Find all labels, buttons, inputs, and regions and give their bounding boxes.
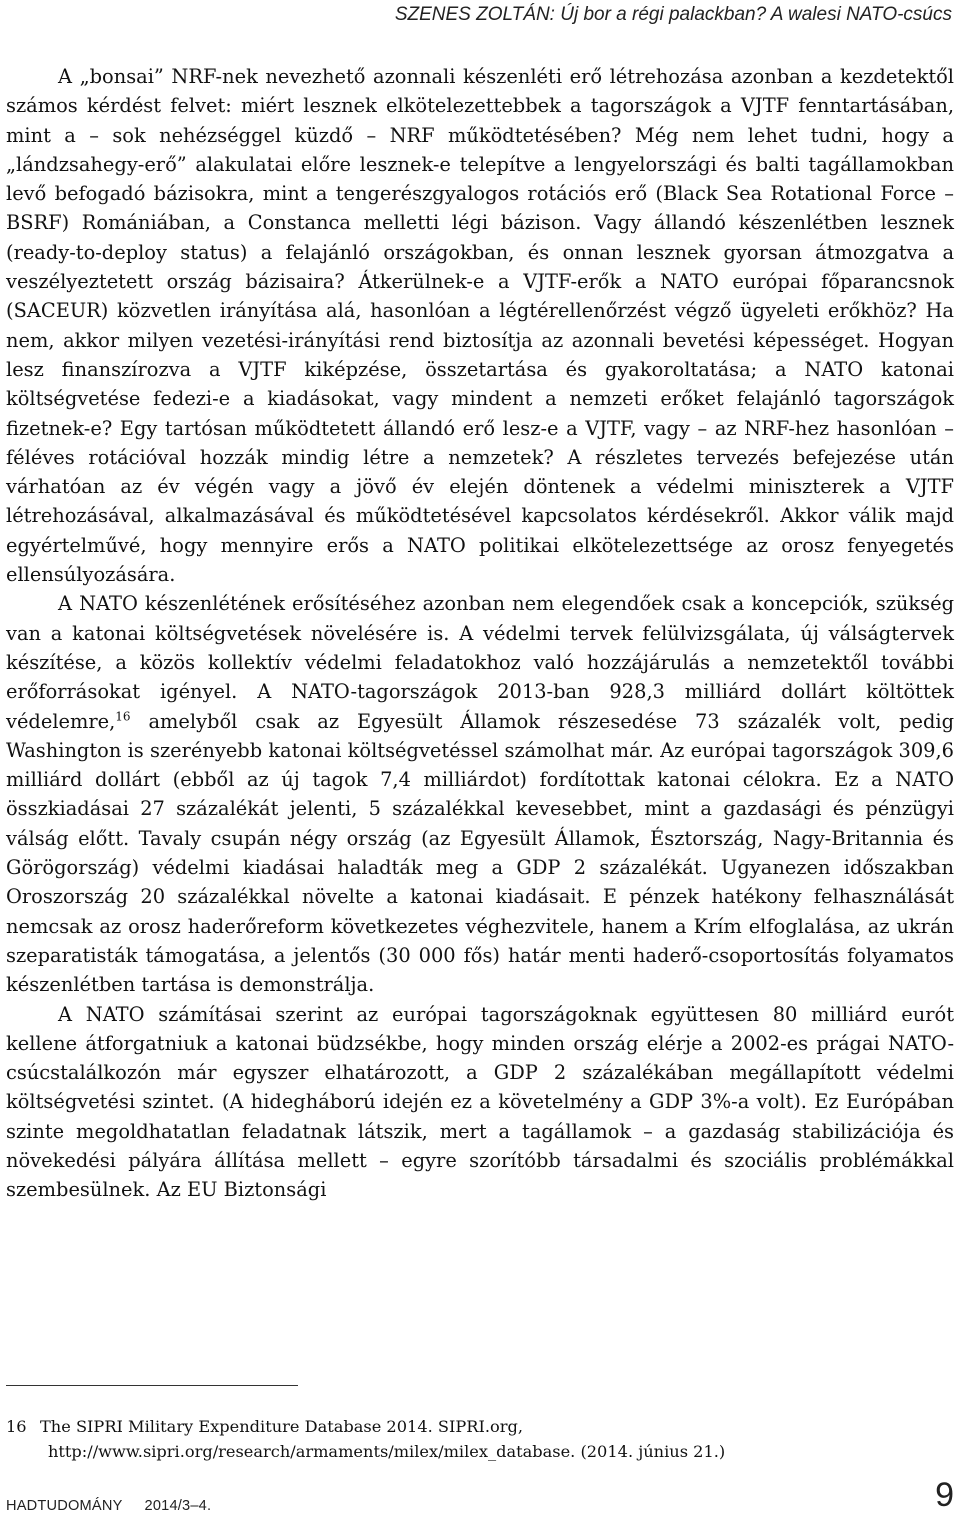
paragraph-1: A „bonsai” NRF-nek nevezhető azonnali készenléti erő létrehozása azonban a kezdetektől számos kérdést felvet: miért lesznek elkötelezettebbek a tagországok a VJTF fenntartásában, mint a – sok nehézséggel küzdő – NRF működtetésében? Még nem lehet tudni, hogy a „lándzsahegy-erő” alakulatai előre lesznek-e telepítve a lengyelországi és balti tagállamokban levő befogadó bázisokra, mint a tengerészgyalogos rotációs erő (Black Sea Rotational Force – BSRF) Romániában, a Constanca melletti légi bázison. Vagy állandó készenlétben lesznek (ready-to-deploy status) a felajánló országokban, és onnan lesznek gyorsan átmozgatva a veszélyeztetett ország bázisaira? Átkerülnek-e a VJTF-erők a NATO európai főparancsnok (SACEUR) közvetlen irányítása alá, hasonlóan a légtérellenőrzést végző ügyeleti erőkhöz? Ha nem, akkor milyen vezetési-irányítási rend biztosítja az azonnali bevetési képességet. Hogyan lesz finanszírozva a VJTF kiképzése, összetartása és gyakoroltatása; a NATO katonai költségvetése fedezi-e a kiadásokat, vagy mindent a nemzeti erőket felajánló tagországok fizetnek-e? Egy tartósan működtetett állandó erő lesz-e a VJTF, vagy – az NRF-hez hasonlóan – féléves rotációval hozzák mindig létre a nemzetek? A részletes tervezés befejezése után várhatóan az év végén vagy a jövő év elején döntenek a védelmi miniszterek a VJTF létrehozásával, alkalmazásával és működtetésével kapcsolatos kérdésekről. Akkor válik majd egyértelművé, hogy mennyire erős a NATO politikai elkötelezettsége az orosz fenyegetés ellensúlyozására.	[6, 65, 954, 587]
page-number: 9	[935, 1476, 954, 1514]
journal-issue: 2014/3–4.	[144, 1498, 212, 1514]
paragraph-2-part-a: A NATO készenlétének erősítéséhez azonban nem elegendőek csak a koncepciók, szükség van a katonai költségvetések növelésére is. A védelmi tervek felülvizsgálata, új válságtervek készítése, a közös kollektív védelmi feladatokhoz való hozzájárulás a nemzetektől további erőforrásokat igényel. A NATO-tagországok 2013-ban 928,3 milliárd dollárt költöttek védelemre,	[6, 592, 954, 733]
paragraph-3: A NATO számításai szerint az európai tagországoknak együttesen 80 milliárd eurót kellene átforgatniuk a katonai büdzsékbe, hogy minden ország elérje a 2002-es prágai NATO-csúcstalálkozón már egyszer elhatározott, a GDP 2 százalékában megállapított védelmi költségvetési szintet. (A hidegháború idején ez a követelmény a GDP 3%-a volt). Ez Európában szinte megoldhatatlan feladatnak látszik, mert a tagállamok – a gazdaság stabilizációja és növekedési pályára állítása mellett – egyre szorítóbb társadalmi és szociális problémákkal szembesülnek. Az EU Biztonsági	[6, 1002, 954, 1202]
journal-footer	[6, 1498, 211, 1514]
journal-name: HADTUDOMÁNY	[6, 1498, 123, 1514]
running-head: SZENES ZOLTÁN: Új bor a régi palackban? A walesi NATO-csúcs	[394, 4, 952, 25]
paragraph-2	[6, 589, 954, 999]
paragraph-2-part-b: amelyből csak az Egyesült Államok részesedése 73 százalék volt, pedig Washington is szerényebb katonai költségvetéssel számolhat már. Az európai tagországok 309,6 milliárd dollárt (ebből az új tagok 7,4 milliárdot) fordítottak katonai célokra. Ez a NATO összkiadásai 27 százalékát jelenti, 5 százalékkal kevesebbet, mint a gazdasági és pénzügyi válság előtt. Tavaly csupán négy ország (az Egyesült Államok, Észtország, Nagy-Britannia és Görögország) védelmi kiadásai haladták meg a GDP 2 százalékát. Ugyanezen időszakban Oroszország 20 százalékkal növelte a katonai kiadásait. E pénzek hatékony felhasználását nemcsak az orosz haderőreform következetes véghezvitele, hanem a Krím elfoglalása, az ukrán szeparatisták támogatása, a jelentős (30 000 fős) határ menti haderő-csoportosítás folyamatos készenlétben tartása is demonstrálja.	[6, 709, 954, 997]
article-body	[6, 62, 954, 1205]
footnote-line-1	[6, 1414, 906, 1439]
footnote-separator	[6, 1385, 298, 1386]
footnote-citation: The SIPRI Military Expenditure Database 2014. SIPRI.org,	[40, 1417, 524, 1436]
footnote-number: 16	[6, 1417, 27, 1436]
footnote	[6, 1414, 906, 1464]
footnote-url[interactable]: http://www.sipri.org/research/armaments/milex/milex_database. (2014. június 21.)	[48, 1442, 726, 1461]
footnote-reference[interactable]: 16	[115, 709, 131, 724]
